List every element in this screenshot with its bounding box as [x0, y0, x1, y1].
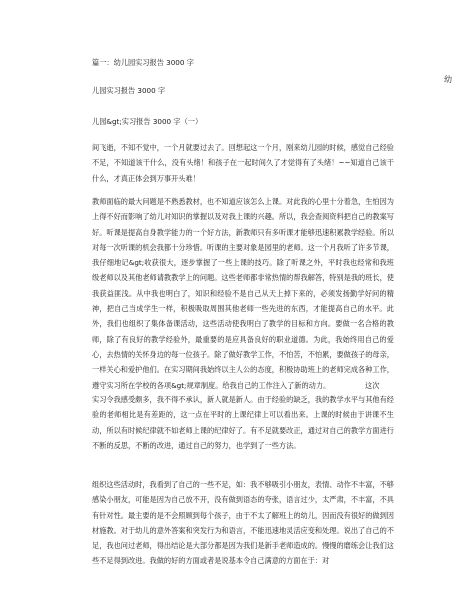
- continuation-word: 这次: [365, 381, 380, 390]
- paragraph-1: 间飞逝，不知不觉中，一个月就要过去了。回想起这一个月，刚来幼儿园的时候，感觉自己经验不足，不知道该干什么，没有头绪！和孩子在一起时间久了才觉得有了头绪！~~知道自己该干什么，才真正体会到万事开头难！: [92, 143, 394, 183]
- margin-character: 幼: [444, 75, 452, 84]
- paragraph-3: 实习令我感受颇多，我不得不承认，新人就是新人。由于经验的缺乏，我的教学水平与其他有经验的老师相比是有差距的，这一点在平时的上课纪律上可以看出来。上课的时候由于讲课不生动，所以有时候纪律就不如老师上课的纪律好了。有不足就要改正，通过对自己的教学方面进行不断的反思，不断的改进，通过自己的努力，也学到了一些方法。: [92, 395, 394, 450]
- document-subtitle: 儿园实习报告 3000 字: [92, 86, 166, 95]
- paragraph-4: 组织这些活动时，我看到了自己的一些不足，如：我不够吸引小朋友，表情、动作不丰富，不够感染小朋友，可能是因为自己放不开，没有做到语态的夸张，语言过少，太严肃，不丰富，不具有针对性。最主要的是不会照顾到每个孩子，由于不太了解班上的幼儿，因而没有很好的做到因材施教。对于幼儿的意外答案和突发行为和语言，不能迅速地灵活应变和处理。说出了自己的不足，我也问过老师，得出结论是大部分都是因为我们是新手老师造成的。慢慢的磨练会让我们这些不足得到改进。我做的好的方面或者是说基本令自己满意的方面在于：对: [92, 480, 394, 566]
- document-heading: 篇一：幼儿园实习报告 3000 字: [92, 58, 194, 67]
- section-title: 儿园&gt;实习报告 3000 字（一）: [92, 117, 203, 126]
- paragraph-2: 教师面临的最大问题是不熟悉教材，也不知道应该怎么上课。对此我的心里十分着急，生怕因为上得不好而影响了幼儿对知识的掌握以及对我上课的兴趣。所以，我会查阅资料把自己的教案写好。听课是提高自身教学能力的一个好方法，新教师只有多听课才能够迅速积累教学经验。所以对每一次听课的机会我都十分珍惜。听课的主要对象是园里的老师。这一个月我听了许多节课，我仔细地记&gt;收获很大，逐步掌握了一些上课的技巧。除了听课之外，平时我也经常和我班级老师以及其他老师请教教学上的问题。这些老师都非常热情的帮我解答，特别是我的班长，使我获益匪浅。从中我也明白了，知识和经验不是自己从天上掉下来的，必须发扬勤学好问的精神，把自己当成学生一样，积极吸取周围其他老师一些先进的东西，才能提高自己的水平。此外，我们也组织了集体备课活动，这些活动使我明白了教学的目标和方向。要做一名合格的教师，除了有良好的教学经验外，最重要的是应具备良好的职业道德。为此，我始终用自己的爱心，去热情的关怀身边的每一位孩子。除了做好教学工作，不怕苦，不怕累，要做孩子的母亲，一样关心和爱护他们。在实习期间我始终以主人公的态度，积极协助班上的老师完成各种工作，遵守实习所在学校的各项&gt;规章制度。给我自己的工作注入了新的动力。: [92, 197, 394, 390]
